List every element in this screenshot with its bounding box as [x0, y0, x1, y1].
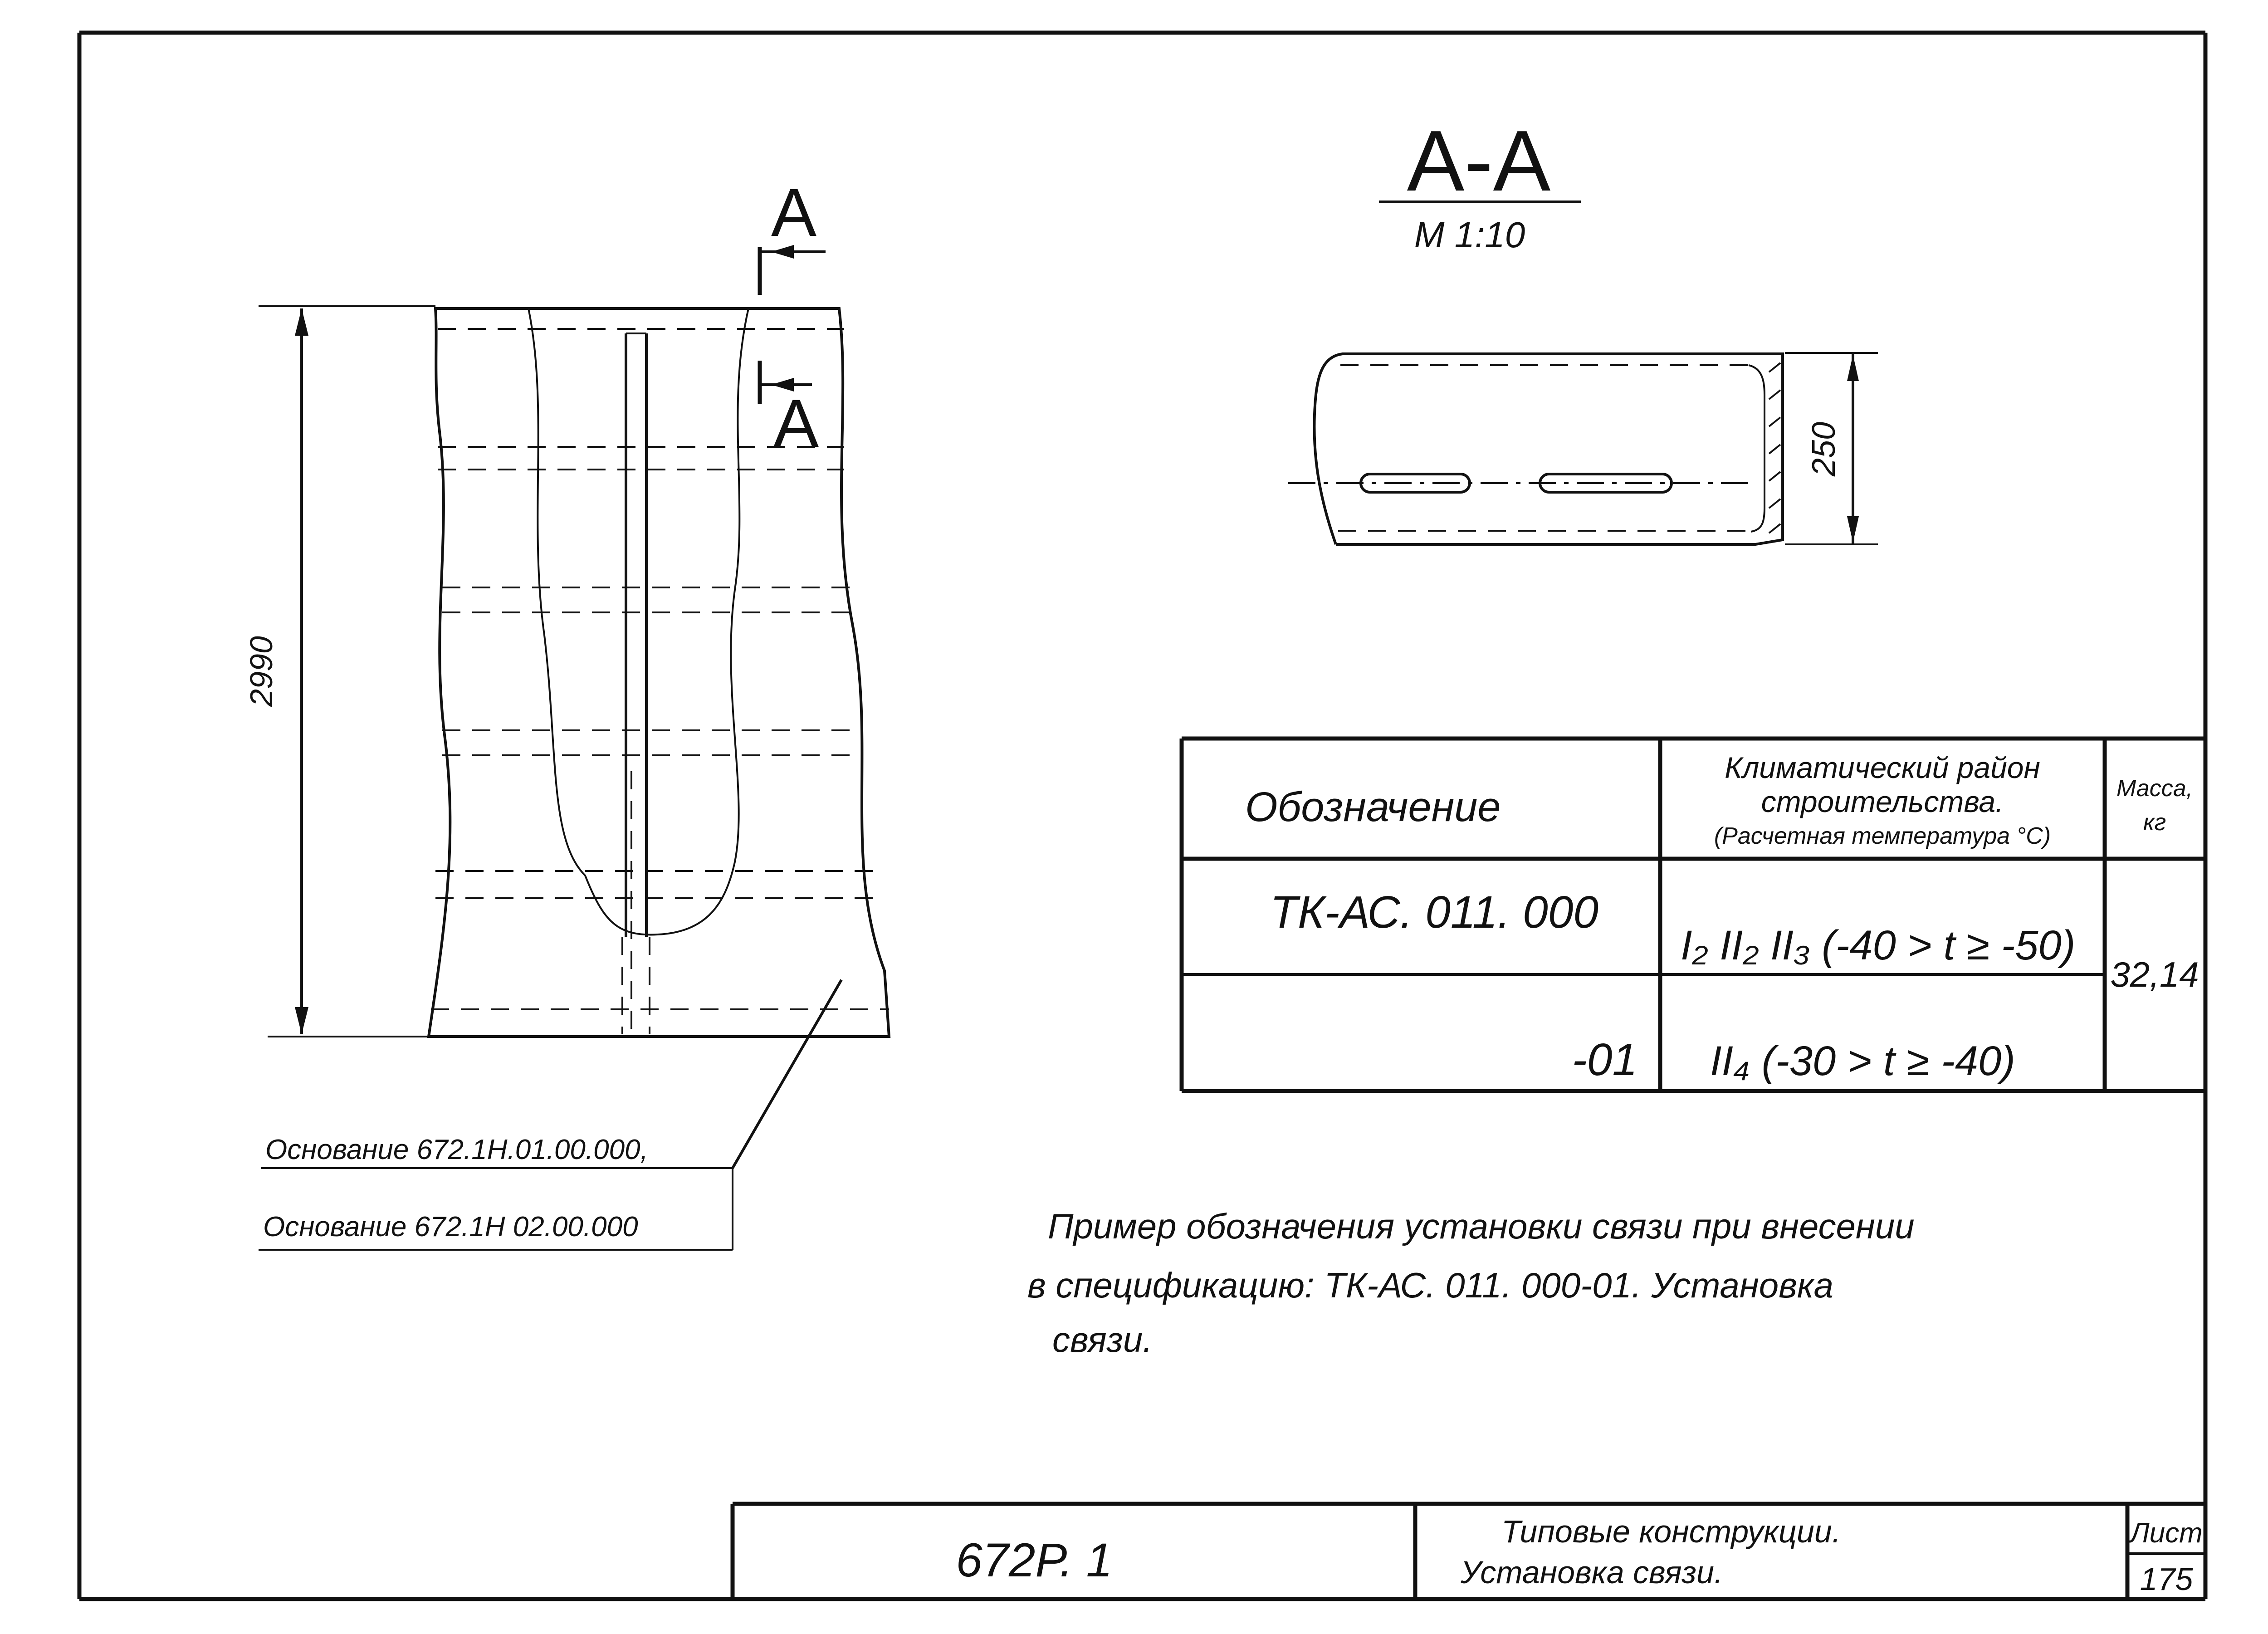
row2-designation: -01 — [1572, 1034, 1637, 1085]
dimension-2990: 2990 — [244, 636, 279, 707]
header-mass-1: Масса, — [2116, 775, 2193, 802]
note-line-2: в спецификацию: ТК-АС. 011. 000-01. Установка — [1027, 1265, 1834, 1305]
title-block — [733, 1504, 2205, 1599]
drawing-name-1: Типовые конструкции. — [1501, 1514, 1841, 1549]
section-title-label: А-А — [1407, 113, 1551, 209]
section-profile — [1288, 353, 1878, 544]
row1-designation: ТК-АС. 011. 000 — [1270, 887, 1599, 938]
drawing-name-2: Установка связи. — [1461, 1555, 1723, 1590]
base-notes — [259, 1134, 733, 1250]
brace-member — [622, 333, 650, 1034]
sheet-label: Лист — [2130, 1517, 2203, 1549]
cut-label-top: А — [771, 174, 817, 250]
example-note — [1027, 1206, 1915, 1360]
cut-label-bottom: А — [773, 385, 819, 461]
header-climate-3: (Расчетная температура °С) — [1714, 823, 2051, 849]
sheet-number: 175 — [2140, 1561, 2193, 1597]
note-line-1: Пример обозначения установки связи при внесении — [1048, 1206, 1915, 1246]
note-line-3: связи. — [1052, 1320, 1153, 1360]
drawing-code: 672Р. 1 — [956, 1534, 1113, 1587]
row2-climate: II₄ (-30 > t ≥ -40) — [1710, 1038, 2015, 1084]
elevation-view — [244, 174, 889, 1168]
hidden-flanges — [431, 329, 889, 1009]
leader-line — [733, 980, 841, 1168]
base-note-2: Основание 672.1Н 02.00.000 — [263, 1211, 638, 1243]
header-designation: Обозначение — [1245, 784, 1501, 830]
row1-climate: I₂ II₂ II₃ (-40 > t ≥ -50) — [1681, 922, 2076, 969]
base-note-1: Основание 672.1Н.01.00.000, — [265, 1134, 648, 1165]
section-scale: М 1:10 — [1414, 215, 1525, 255]
designation-table — [1182, 739, 2205, 1091]
header-climate-1: Климатический район — [1725, 751, 2040, 784]
mass-value: 32,14 — [2110, 954, 2199, 994]
header-mass-2: кг — [2143, 809, 2166, 836]
section-cut-marker — [760, 174, 826, 461]
height-dimension — [244, 306, 435, 1037]
section-title — [1379, 113, 1581, 255]
header-climate-2: строительства. — [1761, 785, 2004, 818]
dimension-250: 250 — [1806, 421, 1842, 477]
